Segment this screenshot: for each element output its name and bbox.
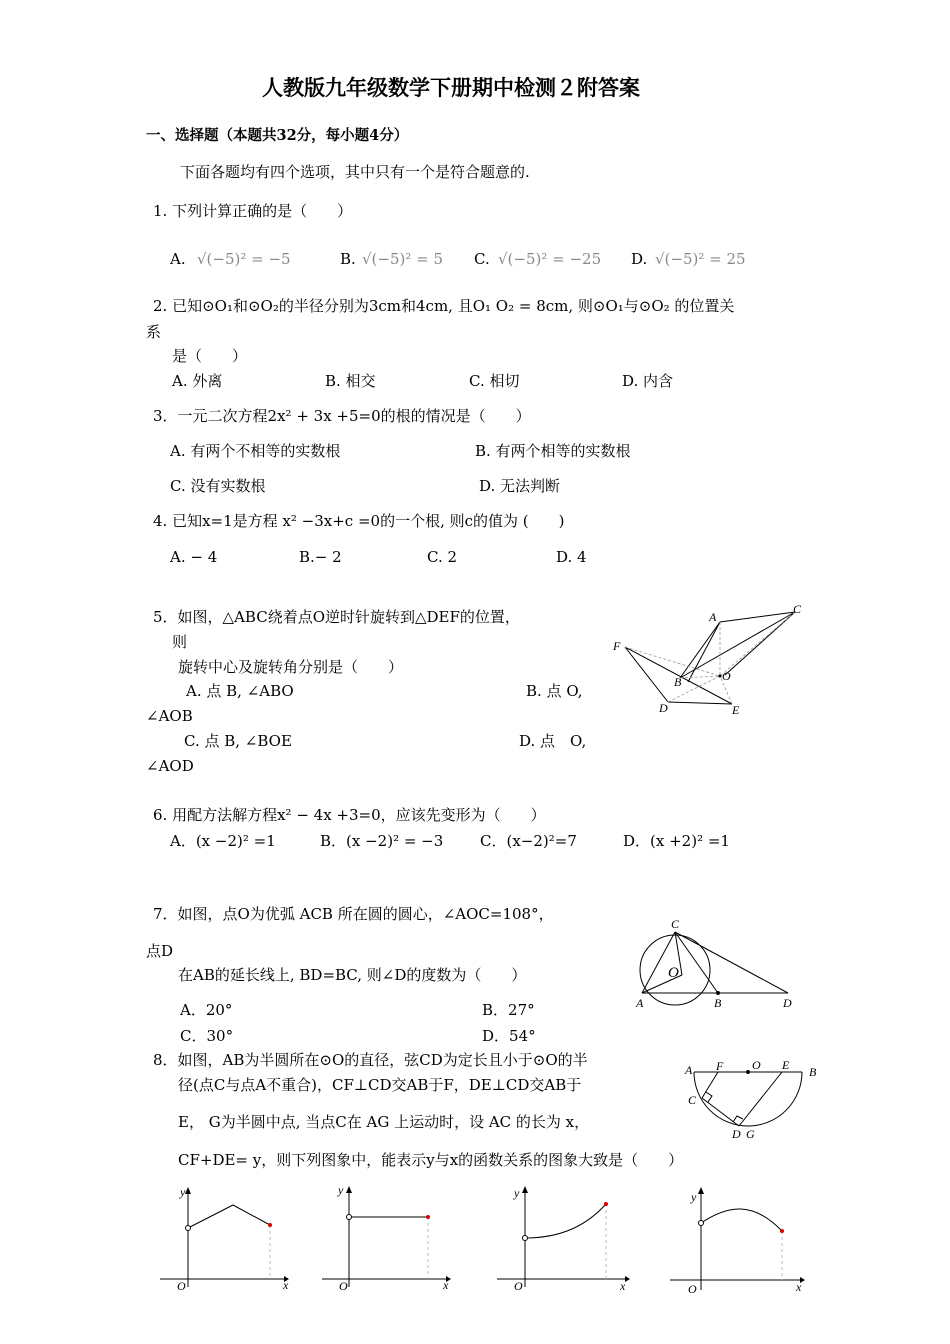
- q6-option-b: B．(x −2)² = −3: [320, 832, 444, 850]
- q8-figure-label-d: D: [732, 1127, 741, 1141]
- graph-c-y-label: y: [514, 1186, 520, 1200]
- q8-line4: CF+DE= y，则下列图象中，能表示y与x的函数关系的图象大致是（ ）: [178, 1151, 684, 1169]
- q7-figure-label-b: B: [714, 996, 722, 1010]
- q5-rotation-figure: [610, 600, 810, 720]
- q4-option-d: D. 4: [556, 548, 587, 566]
- graph-d-origin: O: [688, 1282, 697, 1296]
- q5-option-b-wrap: ∠AOB: [146, 707, 193, 725]
- q5-figure-label-d: D: [659, 701, 668, 715]
- q5-figure-label-b: B: [674, 675, 682, 689]
- q3-option-b: B. 有两个相等的实数根: [475, 442, 631, 460]
- q7-circle-figure: [630, 915, 805, 1010]
- q1-option-a-expr: √(−5)² = −5: [197, 250, 291, 268]
- graph-b: [317, 1180, 457, 1293]
- q7-option-b: B．27°: [482, 1001, 535, 1019]
- q3-stem: 3．一元二次方程2x² + 3x +5=0的根的情况是（ ）: [153, 407, 531, 425]
- q2-option-a: A. 外离: [172, 372, 223, 390]
- q8-figure-label-a: A: [685, 1063, 693, 1077]
- graph-d: [668, 1183, 808, 1295]
- q8-figure-label-c: C: [688, 1093, 697, 1107]
- q7-figure-label-c: C: [671, 917, 680, 931]
- q8-figure-label-g: G: [746, 1127, 755, 1141]
- q5-figure-label-e: E: [732, 703, 740, 717]
- q8-figure-label-o: O: [752, 1058, 761, 1072]
- graph-c: [492, 1180, 632, 1293]
- q7-figure-label-o: O: [668, 965, 679, 981]
- q1-option-c-expr: √(−5)² = −25: [498, 250, 602, 268]
- q2-option-b: B. 相交: [325, 372, 376, 390]
- graph-b-y-label: y: [338, 1183, 344, 1197]
- q7-stem-wrap: 点D: [146, 942, 174, 960]
- q1-stem: 1. 下列计算正确的是（ ）: [153, 202, 353, 220]
- q6-option-c: C．(x−2)²=7: [480, 832, 577, 850]
- graph-b-origin: O: [339, 1279, 348, 1293]
- q7-option-c: C．30°: [180, 1027, 234, 1045]
- q2-stem-tail: 是（ ）: [172, 347, 248, 365]
- q1-option-d-expr: √(−5)² = 25: [655, 250, 746, 268]
- q1-option-c-label: C.: [474, 250, 490, 268]
- q5-option-d-wrap: ∠AOD: [146, 757, 194, 775]
- q8-figure-label-b: B: [809, 1065, 817, 1079]
- q4-option-b: B.− 2: [299, 548, 342, 566]
- section-instruction: 下面各题均有四个选项，其中只有一个是符合题意的.: [180, 163, 530, 181]
- q6-option-d: D．(x +2)² =1: [623, 832, 730, 850]
- q6-stem: 6. 用配方法解方程x² − 4x +3=0，应该先变形为（ ）: [153, 806, 546, 824]
- q5-figure-label-c: C: [793, 602, 802, 616]
- q5-stem: 5．如图，△ABC绕着点O逆时针旋转到△DEF的位置，: [153, 608, 520, 626]
- q2-option-c: C. 相切: [469, 372, 520, 390]
- q7-stem: 7．如图，点O为优弧 ACB 所在圆的圆心，∠AOC=108°，: [153, 905, 554, 923]
- graph-a-origin: O: [177, 1279, 186, 1293]
- graph-a: [155, 1183, 295, 1293]
- q7-figure-label-a: A: [636, 996, 644, 1010]
- page-title: 人教版九年级数学下册期中检测２附答案: [262, 76, 640, 100]
- q4-option-a: A. − 4: [170, 548, 218, 566]
- q3-option-c: C. 没有实数根: [170, 477, 266, 495]
- q8-semicircle-figure: [682, 1058, 822, 1143]
- q7-figure-label-d: D: [783, 996, 792, 1010]
- graph-a-y-label: y: [180, 1185, 186, 1199]
- q1-option-d-label: D.: [631, 250, 648, 268]
- q7-option-a: A．20°: [180, 1001, 233, 1019]
- q1-option-b-label: B.: [340, 250, 356, 268]
- q3-option-d: D. 无法判断: [479, 477, 561, 495]
- q7-option-d: D．54°: [482, 1027, 536, 1045]
- q5-option-a: A. 点 B, ∠ABO: [186, 682, 294, 700]
- q8-line3: E， G为半圆中点, 当点C在 AG 上运动时，设 AC 的长为 x，: [178, 1113, 590, 1131]
- q8-line1: 8．如图，AB为半圆所在⊙O的直径，弦CD为定长且小于⊙O的半: [153, 1051, 588, 1069]
- q1-option-a-label: A.: [170, 250, 186, 268]
- q5-stem-line2: 旋转中心及旋转角分别是（ ）: [178, 658, 404, 676]
- q6-option-a: A．(x −2)² =1: [170, 832, 276, 850]
- q4-stem: 4. 已知x=1是方程 x² −3x+c =0的一个根, 则c的值为 ( ): [153, 512, 565, 530]
- q7-stem-line2: 在AB的延长线上, BD=BC, 则∠D的度数为（ ）: [178, 966, 527, 984]
- q4-option-c: C. 2: [427, 548, 458, 566]
- q2-stem-wrap: 系: [146, 323, 162, 341]
- graph-a-x-label: x: [283, 1278, 289, 1292]
- q2-stem: 2. 已知⊙O₁和⊙O₂的半径分别为3cm和4cm, 且O₁ O₂ = 8cm, 则⊙O₁与⊙O₂ 的位置关: [153, 297, 735, 315]
- section-heading: 一、选择题（本题共32分，每小题4分）: [146, 127, 409, 144]
- q5-option-b: B. 点 O,: [526, 682, 583, 700]
- q8-figure-label-e: E: [782, 1058, 790, 1072]
- q1-option-b-expr: √(−5)² = 5: [362, 250, 444, 268]
- graph-c-origin: O: [514, 1279, 523, 1293]
- q8-line2: 径(点C与点A不重合)，CF⊥CD交AB于F，DE⊥CD交AB于: [178, 1076, 582, 1094]
- graph-b-x-label: x: [443, 1278, 449, 1292]
- graph-d-y-label: y: [691, 1190, 697, 1204]
- q5-stem-wrap: 则: [172, 633, 188, 651]
- q5-figure-label-f: F: [613, 639, 621, 653]
- q5-option-c: C. 点 B, ∠BOE: [184, 732, 292, 750]
- q5-figure-label-o: O: [722, 669, 731, 683]
- graph-d-x-label: x: [796, 1280, 802, 1294]
- q5-option-d: D. 点 O,: [519, 732, 587, 750]
- q8-figure-label-f: F: [716, 1059, 724, 1073]
- graph-c-x-label: x: [620, 1279, 626, 1293]
- q5-figure-label-a: A: [709, 610, 717, 624]
- q2-option-d: D. 内含: [622, 372, 674, 390]
- q3-option-a: A. 有两个不相等的实数根: [170, 442, 341, 460]
